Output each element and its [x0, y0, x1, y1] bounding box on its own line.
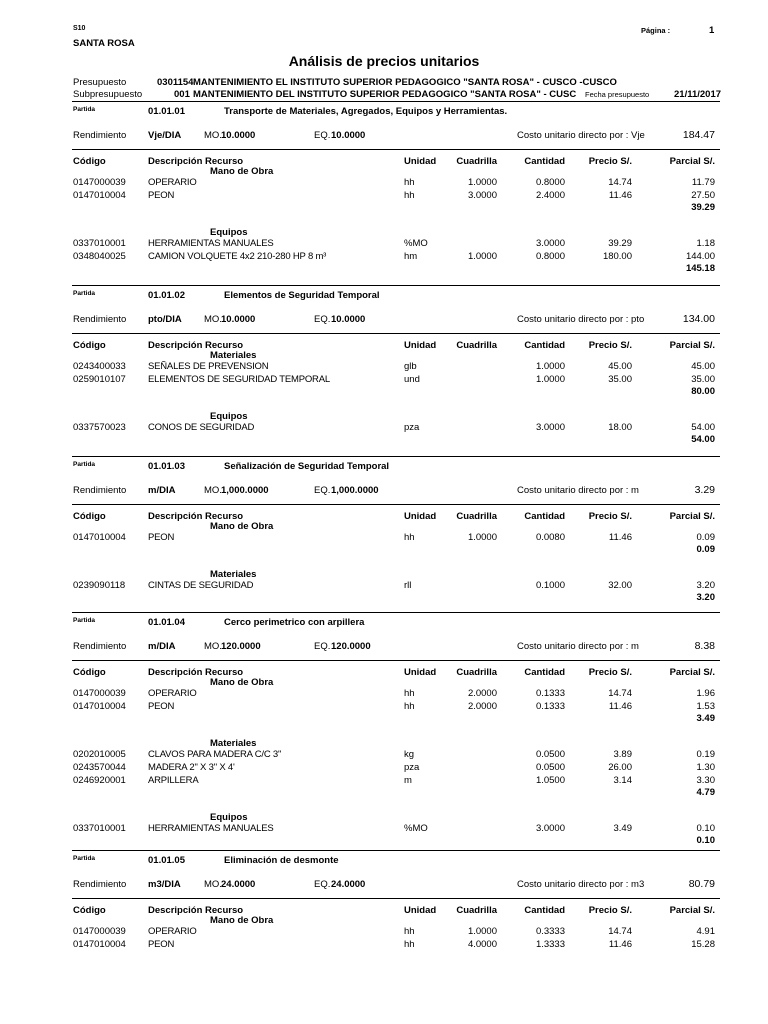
row-cantidad: 3.0000: [535, 422, 565, 433]
rendimiento-rule: [72, 333, 720, 334]
row-cantidad: 1.0000: [535, 361, 565, 372]
row-codigo: 0147010004: [73, 532, 126, 543]
partida-code: 01.01.04: [148, 617, 185, 628]
row-descripcion: HERRAMIENTAS MANUALES: [148, 823, 274, 834]
col-cuadrilla: Cuadrilla: [456, 511, 497, 522]
rendimiento-unit: pto/DIA: [148, 314, 182, 325]
row-codigo: 0348040025: [73, 251, 126, 262]
group-subtotal: 3.49: [696, 713, 715, 724]
col-precio: Precio S/.: [588, 905, 632, 916]
col-codigo: Código: [73, 905, 106, 916]
row-cantidad: 0.1000: [535, 580, 565, 591]
group-title: Mano de Obra: [210, 915, 274, 926]
row-unidad: hm: [404, 251, 418, 262]
col-unidad: Unidad: [404, 667, 437, 678]
row-codigo: 0337010001: [73, 823, 126, 834]
costo-unitario-value: 134.00: [682, 313, 715, 325]
col-descripcion: Descripción Recurso: [148, 156, 244, 167]
row-cantidad: 0.0500: [535, 762, 565, 773]
row-precio: 14.74: [608, 688, 632, 699]
row-cantidad: 1.0000: [535, 374, 565, 385]
row-descripcion: CONOS DE SEGURIDAD: [148, 422, 255, 433]
row-codigo: 0147000039: [73, 688, 126, 699]
mo-value: 10.0000: [221, 130, 256, 141]
row-descripcion: ARPILLERA: [148, 775, 199, 786]
row-codigo: 0243570044: [73, 762, 126, 773]
col-descripcion: Descripción Recurso: [148, 905, 244, 916]
row-cantidad: 0.1333: [535, 688, 565, 699]
row-codigo: 0243400033: [73, 361, 126, 372]
col-unidad: Unidad: [404, 156, 437, 167]
row-precio: 45.00: [608, 361, 632, 372]
row-descripcion: CINTAS DE SEGURIDAD: [148, 580, 254, 591]
costo-unitario-label: Costo unitario directo por : pto: [517, 314, 645, 325]
row-parcial: 144.00: [685, 251, 715, 262]
rendimiento-rule: [72, 898, 720, 899]
row-parcial: 45.00: [691, 361, 715, 372]
presupuesto-description: MANTENIMIENTO EL INSTITUTO SUPERIOR PEDAGOGICO "SANTA ROSA" - CUSCO -CUSCO: [193, 77, 617, 88]
row-precio: 180.00: [602, 251, 632, 262]
group-title: Materiales: [210, 569, 257, 580]
group-title: Materiales: [210, 738, 257, 749]
row-cuadrilla: 2.0000: [467, 688, 497, 699]
group-subtotal: 0.09: [696, 544, 715, 555]
rendimiento-label: Rendimiento: [73, 641, 127, 652]
row-descripcion: PEON: [148, 701, 175, 712]
row-parcial: 1.18: [696, 238, 715, 249]
rendimiento-unit: m3/DIA: [148, 879, 181, 890]
row-descripcion: PEON: [148, 190, 175, 201]
mo-label: MO.: [204, 314, 222, 325]
costo-unitario-value: 80.79: [688, 878, 715, 890]
col-cantidad: Cantidad: [524, 667, 565, 678]
col-descripcion: Descripción Recurso: [148, 667, 244, 678]
costo-unitario-value: 3.29: [694, 484, 715, 496]
row-precio: 3.14: [613, 775, 632, 786]
row-unidad: hh: [404, 190, 415, 201]
row-unidad: pza: [404, 762, 420, 773]
row-codigo: 0147010004: [73, 701, 126, 712]
partida-label: Partida: [73, 290, 96, 297]
col-cuadrilla: Cuadrilla: [456, 667, 497, 678]
partida-code: 01.01.03: [148, 461, 185, 472]
rendimiento-label: Rendimiento: [73, 314, 127, 325]
row-unidad: m: [404, 775, 412, 786]
col-codigo: Código: [73, 156, 106, 167]
row-codigo: 0337010001: [73, 238, 126, 249]
partida-name: Elementos de Seguridad Temporal: [224, 290, 380, 301]
costo-unitario-label: Costo unitario directo por : Vje: [517, 130, 645, 141]
row-cantidad: 1.3333: [535, 939, 565, 950]
partida-code: 01.01.05: [148, 855, 185, 866]
eq-value: 24.0000: [331, 879, 366, 890]
row-codigo: 0246920001: [73, 775, 126, 786]
partida-name: Cerco perimetrico con arpillera: [224, 617, 365, 628]
row-cantidad: 1.0500: [535, 775, 565, 786]
row-parcial: 54.00: [691, 422, 715, 433]
row-precio: 11.46: [608, 701, 632, 712]
col-precio: Precio S/.: [588, 667, 632, 678]
row-descripcion: MADERA 2" X 3" X 4': [148, 762, 235, 773]
row-cantidad: 2.4000: [535, 190, 565, 201]
row-parcial: 1.96: [696, 688, 715, 699]
row-cuadrilla: 4.0000: [467, 939, 497, 950]
row-codigo: 0259010107: [73, 374, 126, 385]
col-cuadrilla: Cuadrilla: [456, 156, 497, 167]
row-descripcion: PEON: [148, 532, 175, 543]
mo-value: 24.0000: [221, 879, 256, 890]
group-title: Mano de Obra: [210, 677, 274, 688]
costo-unitario-value: 184.47: [682, 129, 715, 141]
row-cantidad: 3.0000: [535, 238, 565, 249]
partida-rule: [72, 101, 720, 102]
group-subtotal: 39.29: [691, 202, 715, 213]
row-cantidad: 0.1333: [535, 701, 565, 712]
costo-unitario-value: 8.38: [694, 640, 715, 652]
row-precio: 3.89: [613, 749, 632, 760]
costo-unitario-label: Costo unitario directo por : m: [517, 485, 639, 496]
mo-value: 10.0000: [221, 314, 256, 325]
row-parcial: 3.20: [696, 580, 715, 591]
row-descripcion: OPERARIO: [148, 926, 197, 937]
row-parcial: 1.53: [696, 701, 715, 712]
group-title: Equipos: [210, 411, 248, 422]
mo-label: MO.: [204, 641, 222, 652]
group-title: Equipos: [210, 812, 248, 823]
row-parcial: 15.28: [691, 939, 715, 950]
group-title: Equipos: [210, 227, 248, 238]
row-descripcion: HERRAMIENTAS MANUALES: [148, 238, 274, 249]
col-cantidad: Cantidad: [524, 340, 565, 351]
row-cuadrilla: 1.0000: [467, 251, 497, 262]
row-codigo: 0239090118: [73, 580, 126, 591]
row-parcial: 0.09: [696, 532, 715, 543]
mo-value: 1,000.0000: [221, 485, 269, 496]
row-cantidad: 0.0500: [535, 749, 565, 760]
row-precio: 11.46: [608, 532, 632, 543]
partida-rule: [72, 285, 720, 286]
col-parcial: Parcial S/.: [669, 905, 715, 916]
mo-value: 120.0000: [221, 641, 261, 652]
row-unidad: glb: [404, 361, 417, 372]
row-parcial: 3.30: [696, 775, 715, 786]
row-unidad: kg: [404, 749, 415, 760]
row-precio: 11.46: [608, 939, 632, 950]
row-descripcion: PEON: [148, 939, 175, 950]
partida-code: 01.01.01: [148, 106, 185, 117]
col-precio: Precio S/.: [588, 340, 632, 351]
col-precio: Precio S/.: [588, 156, 632, 167]
rendimiento-rule: [72, 149, 720, 150]
row-cantidad: 0.8000: [535, 251, 565, 262]
row-unidad: hh: [404, 939, 415, 950]
costo-unitario-label: Costo unitario directo por : m: [517, 641, 639, 652]
group-subtotal: 145.18: [685, 263, 715, 274]
row-codigo: 0147010004: [73, 939, 126, 950]
row-codigo: 0337570023: [73, 422, 126, 433]
partida-rule: [72, 612, 720, 613]
page-number: 1: [709, 25, 715, 36]
partida-name: Transporte de Materiales, Agregados, Equipos y Herramientas.: [224, 106, 508, 117]
mo-label: MO.: [204, 879, 222, 890]
row-precio: 14.74: [608, 926, 632, 937]
row-cuadrilla: 2.0000: [467, 701, 497, 712]
group-subtotal: 3.20: [696, 592, 715, 603]
group-title: Mano de Obra: [210, 521, 274, 532]
row-descripcion: SEÑALES DE PREVENSION: [148, 361, 269, 372]
partida-label: Partida: [73, 617, 96, 624]
col-parcial: Parcial S/.: [669, 156, 715, 167]
row-cuadrilla: 3.0000: [467, 190, 497, 201]
partida-rule: [72, 850, 720, 851]
partida-label: Partida: [73, 461, 96, 468]
row-unidad: hh: [404, 701, 415, 712]
row-unidad: %MO: [404, 823, 428, 834]
rendimiento-label: Rendimiento: [73, 485, 127, 496]
eq-label: EQ.: [314, 485, 331, 496]
row-cuadrilla: 1.0000: [467, 532, 497, 543]
eq-label: EQ.: [314, 879, 331, 890]
eq-label: EQ.: [314, 130, 331, 141]
rendimiento-label: Rendimiento: [73, 130, 127, 141]
group-subtotal: 4.79: [696, 787, 715, 798]
col-unidad: Unidad: [404, 511, 437, 522]
row-codigo: 0202010005: [73, 749, 126, 760]
row-parcial: 27.50: [691, 190, 715, 201]
col-parcial: Parcial S/.: [669, 667, 715, 678]
row-precio: 18.00: [608, 422, 632, 433]
subpresupuesto-description: MANTENIMIENTO DEL INSTITUTO SUPERIOR PEDAGOGICO "SANTA ROSA" - CUSC: [193, 89, 577, 100]
col-cantidad: Cantidad: [524, 156, 565, 167]
eq-value: 120.0000: [331, 641, 371, 652]
rendimiento-rule: [72, 660, 720, 661]
row-parcial: 11.79: [691, 177, 715, 188]
col-unidad: Unidad: [404, 905, 437, 916]
partida-rule: [72, 456, 720, 457]
partida-label: Partida: [73, 106, 96, 113]
costo-unitario-label: Costo unitario directo por : m3: [517, 879, 645, 890]
row-precio: 14.74: [608, 177, 632, 188]
eq-label: EQ.: [314, 641, 331, 652]
col-codigo: Código: [73, 667, 106, 678]
rendimiento-unit: m/DIA: [148, 641, 176, 652]
row-descripcion: OPERARIO: [148, 688, 197, 699]
col-cuadrilla: Cuadrilla: [456, 340, 497, 351]
group-title: Mano de Obra: [210, 166, 274, 177]
row-cantidad: 3.0000: [535, 823, 565, 834]
row-precio: 39.29: [608, 238, 632, 249]
rendimiento-unit: Vje/DIA: [148, 130, 182, 141]
row-unidad: pza: [404, 422, 420, 433]
row-descripcion: CAMION VOLQUETE 4x2 210-280 HP 8 m³: [148, 251, 327, 262]
row-unidad: rll: [404, 580, 412, 591]
presupuesto-label: Presupuesto: [73, 77, 127, 88]
rendimiento-label: Rendimiento: [73, 879, 127, 890]
row-precio: 11.46: [608, 190, 632, 201]
page-label: Página :: [641, 26, 671, 35]
eq-label: EQ.: [314, 314, 331, 325]
row-precio: 35.00: [608, 374, 632, 385]
row-cantidad: 0.8000: [535, 177, 565, 188]
partida-label: Partida: [73, 855, 96, 862]
col-parcial: Parcial S/.: [669, 511, 715, 522]
row-cuadrilla: 1.0000: [467, 926, 497, 937]
eq-value: 10.0000: [331, 314, 366, 325]
row-unidad: %MO: [404, 238, 428, 249]
row-unidad: und: [404, 374, 420, 385]
row-parcial: 0.19: [696, 749, 715, 760]
rendimiento-unit: m/DIA: [148, 485, 176, 496]
group-title: Materiales: [210, 350, 257, 361]
col-codigo: Código: [73, 511, 106, 522]
row-parcial: 0.10: [696, 823, 715, 834]
row-codigo: 0147000039: [73, 177, 126, 188]
row-unidad: hh: [404, 926, 415, 937]
partida-name: Eliminación de desmonte: [224, 855, 339, 866]
col-precio: Precio S/.: [588, 511, 632, 522]
eq-value: 10.0000: [331, 130, 366, 141]
row-unidad: hh: [404, 532, 415, 543]
mo-label: MO.: [204, 485, 222, 496]
row-precio: 3.49: [613, 823, 632, 834]
fecha-presupuesto-label: Fecha presupuesto: [585, 90, 650, 99]
row-parcial: 1.30: [696, 762, 715, 773]
col-cantidad: Cantidad: [524, 905, 565, 916]
fecha-presupuesto: 21/11/2017: [674, 89, 722, 100]
subpresupuesto-code: 001: [174, 89, 190, 100]
mo-label: MO.: [204, 130, 222, 141]
col-codigo: Código: [73, 340, 106, 351]
row-unidad: hh: [404, 688, 415, 699]
eq-value: 1,000.0000: [331, 485, 379, 496]
row-parcial: 35.00: [691, 374, 715, 385]
col-unidad: Unidad: [404, 340, 437, 351]
col-descripcion: Descripción Recurso: [148, 511, 244, 522]
row-descripcion: OPERARIO: [148, 177, 197, 188]
row-descripcion: CLAVOS PARA MADERA C/C 3": [148, 749, 282, 760]
group-subtotal: 54.00: [691, 434, 715, 445]
row-precio: 26.00: [608, 762, 632, 773]
row-cuadrilla: 1.0000: [467, 177, 497, 188]
row-cantidad: 0.0080: [535, 532, 565, 543]
row-precio: 32.00: [608, 580, 632, 591]
company-name: SANTA ROSA: [73, 38, 135, 49]
row-codigo: 0147000039: [73, 926, 126, 937]
row-unidad: hh: [404, 177, 415, 188]
rendimiento-rule: [72, 504, 720, 505]
presupuesto-code: 0301154: [157, 77, 194, 88]
row-cantidad: 0.3333: [535, 926, 565, 937]
col-cantidad: Cantidad: [524, 511, 565, 522]
group-subtotal: 80.00: [691, 386, 715, 397]
col-descripcion: Descripción Recurso: [148, 340, 244, 351]
partida-name: Señalización de Seguridad Temporal: [224, 461, 390, 472]
group-subtotal: 0.10: [696, 835, 715, 846]
partida-code: 01.01.02: [148, 290, 185, 301]
subpresupuesto-label: Subpresupuesto: [73, 89, 143, 100]
row-parcial: 4.91: [696, 926, 715, 937]
row-descripcion: ELEMENTOS DE SEGURIDAD TEMPORAL: [148, 374, 330, 385]
page-title: Análisis de precios unitarios: [288, 53, 480, 69]
col-parcial: Parcial S/.: [669, 340, 715, 351]
col-cuadrilla: Cuadrilla: [456, 905, 497, 916]
row-codigo: 0147010004: [73, 190, 126, 201]
system-label: S10: [73, 25, 86, 32]
